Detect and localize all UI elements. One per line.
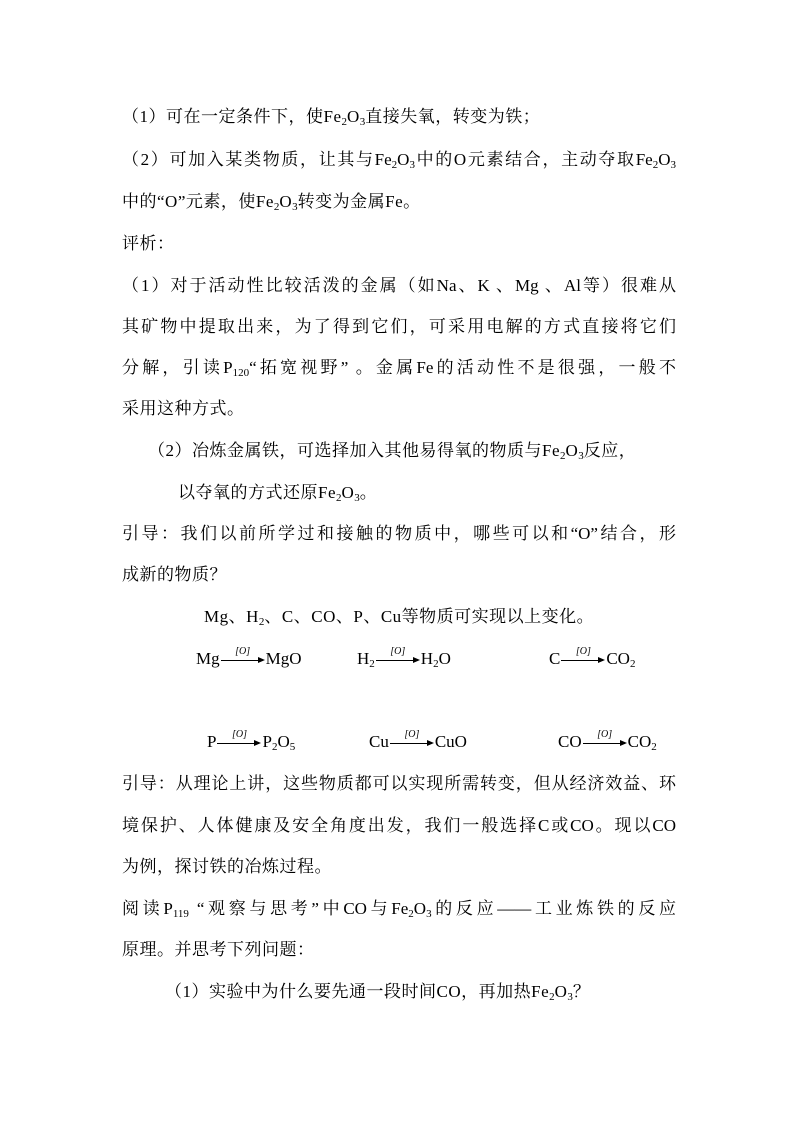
text-run: （1）实验中为什么要先通一段时间CO，再加热Fe [165, 982, 550, 1001]
text-run: 成新的物质？ [122, 565, 227, 584]
text-run: CuO [434, 732, 467, 751]
text-run: CO [558, 732, 582, 751]
product-formula [628, 732, 657, 752]
subscript: 2 [271, 741, 278, 753]
subscript: 2 [651, 741, 657, 753]
text-run: 阅读P [122, 899, 173, 918]
reactant-formula [369, 732, 389, 752]
arrow-head-icon [258, 657, 265, 663]
product-formula [606, 649, 635, 669]
text-run: P [262, 732, 272, 751]
text-run: 转变为金属Fe。 [297, 192, 421, 211]
product-formula [421, 649, 451, 669]
text-run: （2）可加入某类物质，让其与Fe [122, 150, 392, 169]
paragraph-line [204, 607, 594, 627]
reaction-equation [558, 729, 657, 753]
text-run: 原理。并思考下列问题： [122, 940, 315, 959]
reaction-condition: [O] [231, 729, 247, 740]
subscript: 120 [232, 367, 250, 379]
reaction-condition: [O] [575, 646, 591, 657]
text-run: Mg、H [204, 607, 259, 626]
text-run: CO [606, 649, 630, 668]
subscript: 3 [354, 492, 360, 504]
paragraph-line [122, 192, 421, 212]
text-run: 为例，探讨铁的冶炼过程。 [122, 857, 332, 876]
reaction-condition: [O] [597, 729, 613, 740]
text-run: O [554, 982, 568, 1001]
reactant-formula [558, 732, 582, 752]
text-run: O [277, 732, 290, 751]
paragraph-line [122, 816, 676, 836]
reaction-condition: [O] [390, 646, 406, 657]
paragraph-line [122, 358, 676, 378]
text-run: H [420, 649, 434, 668]
paragraph-line [122, 150, 676, 170]
product-formula [262, 732, 295, 752]
arrow-head-icon [254, 740, 261, 746]
subscript: 2 [258, 616, 265, 628]
subscript: 3 [292, 201, 298, 213]
subscript: 2 [336, 492, 342, 504]
text-run: Cu [369, 732, 389, 751]
text-run: CO [627, 732, 652, 751]
paragraph-line [122, 565, 227, 585]
reaction-arrow [221, 646, 265, 669]
subscript: 2 [549, 991, 555, 1003]
text-run: 。 [359, 483, 378, 502]
text-run: 采用这种方式。 [122, 399, 245, 418]
text-run: 中的O元素结合，主动夺取Fe [414, 150, 653, 169]
section-heading [122, 234, 175, 254]
text-run: 境保护、人体健康及安全角度出发，我们一般选择C或CO。现以CO [122, 816, 676, 835]
reaction-condition: [O] [404, 729, 420, 740]
product-formula [435, 732, 467, 752]
paragraph-line [122, 857, 332, 877]
text-run: O [658, 150, 671, 169]
text-run: O [279, 192, 293, 211]
text-run: O [565, 441, 579, 460]
paragraph-line [122, 899, 676, 919]
reactant-formula [549, 649, 560, 669]
reaction-equation [207, 729, 296, 753]
arrow-shaft [221, 660, 263, 661]
subscript: 2 [369, 658, 375, 670]
reactant-formula [207, 732, 216, 752]
reactant-formula [357, 649, 375, 669]
subscript: 119 [172, 908, 189, 920]
text-run: 直接失氧，转变为铁； [365, 107, 541, 126]
paragraph-line [178, 483, 377, 503]
subscript: 3 [359, 116, 366, 128]
text-run: C [549, 649, 561, 668]
text-run: 以夺氧的方式还原Fe [178, 483, 336, 502]
paragraph-line [122, 524, 676, 544]
text-run: 评析： [122, 234, 175, 253]
reaction-condition: [O] [235, 646, 251, 657]
text-run: O [438, 649, 451, 668]
paragraph-line [122, 940, 315, 960]
reaction-arrow [583, 729, 627, 752]
text-run: H [357, 649, 370, 668]
paragraph-line [122, 107, 540, 127]
subscript: 2 [629, 658, 636, 670]
text-run: Mg [196, 649, 220, 668]
text-run: 引导：从理论上讲，这些物质都可以实现所需转变，但从经济效益、环 [122, 774, 676, 793]
reaction-equation [549, 646, 636, 670]
subscript: 2 [391, 159, 398, 171]
text-run: 反应， [583, 441, 637, 460]
arrow-head-icon [620, 740, 627, 746]
text-run: 其矿物中提取出来，为了得到它们，可采用电解的方式直接将它们 [122, 317, 676, 336]
arrow-shaft [376, 660, 418, 661]
reaction-equation [196, 646, 302, 669]
paragraph-line [122, 317, 676, 337]
arrow-shaft [561, 660, 603, 661]
reactant-formula [196, 649, 220, 669]
text-run: 、C、CO、P、Cu等物质可实现以上变化。 [264, 607, 595, 626]
subscript: 3 [578, 450, 584, 462]
text-run: 分解，引读P [122, 358, 233, 377]
subscript: 2 [273, 201, 280, 213]
paragraph-line [122, 276, 676, 296]
arrow-head-icon [598, 657, 605, 663]
text-run: （1）可在一定条件下，使Fe [122, 107, 342, 126]
text-run: ？ [572, 982, 591, 1001]
reaction-equation [369, 729, 467, 752]
subscript: 5 [289, 741, 296, 753]
text-run: O [397, 150, 410, 169]
reaction-arrow [390, 729, 434, 752]
subscript: 2 [408, 908, 414, 920]
subscript: 3 [670, 159, 676, 171]
question-line [165, 982, 590, 1002]
arrow-head-icon [427, 740, 434, 746]
text-run: 的反应——工业炼铁的反应 [431, 899, 676, 918]
text-run: （1）对于活动性比较活泼的金属（如Na、K 、Mg 、Al等）很难从 [122, 276, 676, 295]
text-run: MgO [265, 649, 302, 668]
arrow-shaft [583, 743, 625, 744]
subscript: 2 [341, 116, 347, 128]
product-formula [266, 649, 302, 669]
reaction-arrow [561, 646, 605, 669]
subscript: 2 [433, 658, 439, 670]
paragraph-line [148, 441, 636, 461]
arrow-shaft [390, 743, 432, 744]
paragraph-line [122, 774, 676, 794]
paragraph-line [122, 399, 245, 419]
subscript: 3 [409, 159, 415, 171]
subscript: 2 [652, 159, 659, 171]
text-run: （2）冶炼金属铁，可选择加入其他易得氧的物质与Fe [148, 441, 560, 460]
text-run: “拓宽视野” 。金属Fe的活动性不是很强，一般不 [249, 358, 676, 377]
text-run: O [347, 107, 360, 126]
text-run: 中的“O”元素，使Fe [122, 192, 274, 211]
reaction-arrow [217, 729, 261, 752]
text-run: “观察与思考”中CO与Fe [188, 899, 409, 918]
text-run: 引导：我们以前所学过和接触的物质中，哪些可以和“O”结合，形 [122, 524, 676, 543]
reaction-equation [357, 646, 451, 670]
arrow-shaft [217, 743, 259, 744]
subscript: 2 [560, 450, 566, 462]
reaction-arrow [376, 646, 420, 669]
text-run: O [341, 483, 355, 502]
arrow-head-icon [413, 657, 420, 663]
text-run: O [413, 899, 427, 918]
subscript: 3 [567, 991, 573, 1003]
subscript: 3 [426, 908, 432, 920]
text-run: P [207, 732, 217, 751]
